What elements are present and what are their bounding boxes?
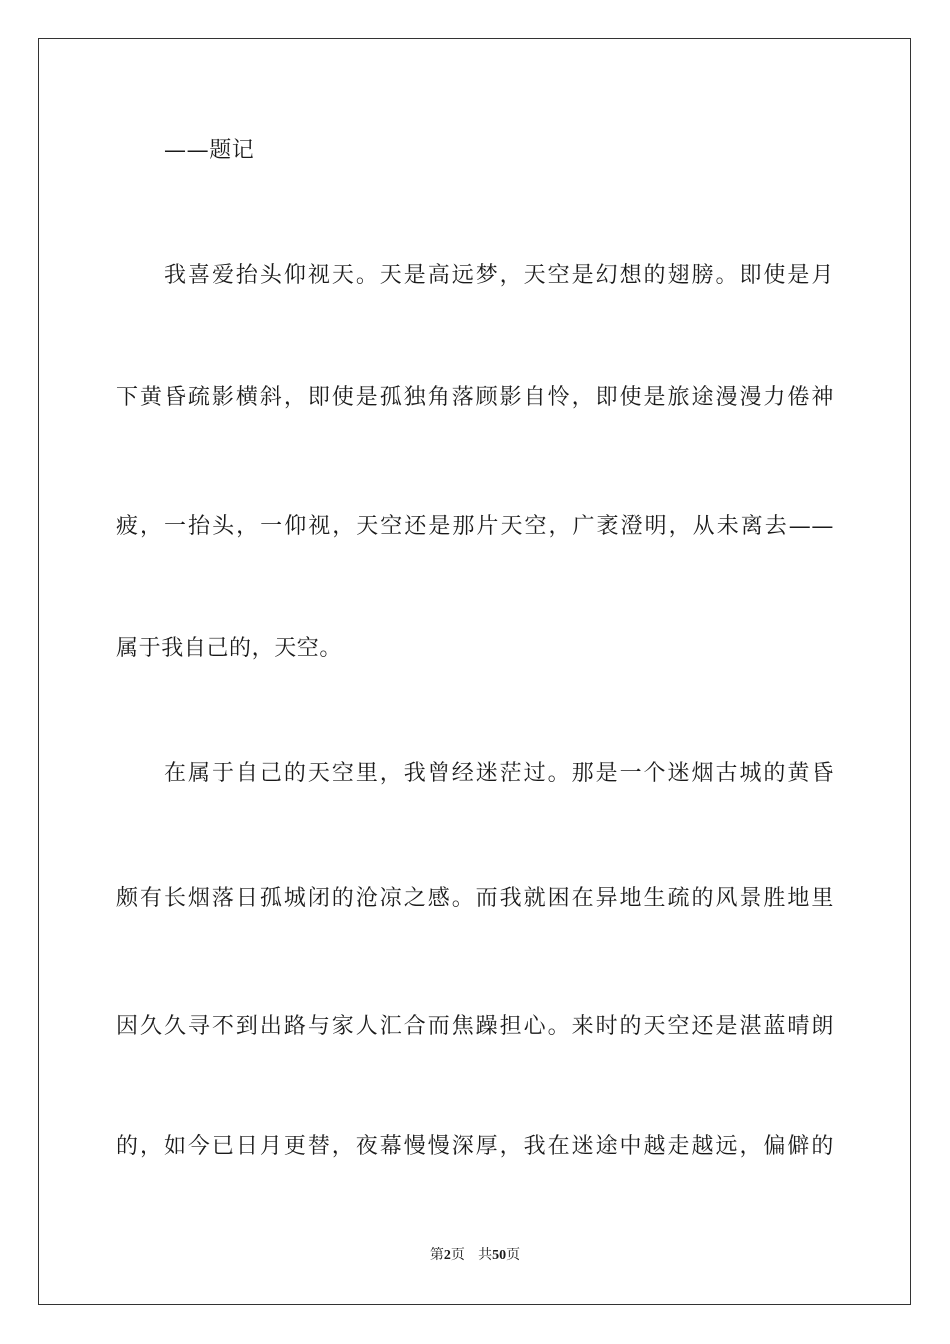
footer-page-unit: 页 (450, 1247, 465, 1263)
paragraph-1-line-1: 我喜爱抬头仰视天。天是高远梦，天空是幻想的翅膀。即使是月 (164, 263, 834, 288)
paragraph-2-line-2: 颇有长烟落日孤城闭的沧凉之感。而我就困在异地生疏的风景胜地里 (116, 886, 834, 911)
current-page-number: 2 (443, 1248, 451, 1263)
paragraph-2-line-4: 的，如今已日月更替，夜幕慢慢深厚，我在迷途中越走越远，偏僻的 (116, 1134, 834, 1159)
epigraph-attribution: ——题记 (164, 138, 255, 163)
total-page-count: 50 (492, 1248, 507, 1263)
footer-total-prefix: 共 (478, 1247, 493, 1263)
footer-prefix: 第 (429, 1247, 444, 1263)
footer-total-unit: 页 (506, 1247, 521, 1263)
page-footer (0, 1246, 950, 1265)
paragraph-1-line-4: 属于我自己的，天空。 (116, 636, 343, 661)
paragraph-1-line-2: 下黄昏疏影横斜，即使是孤独角落顾影自怜，即使是旅途漫漫力倦神 (116, 385, 834, 410)
page-border (38, 38, 911, 1305)
paragraph-1-line-3: 疲，一抬头，一仰视，天空还是那片天空，广袤澄明，从未离去—— (116, 514, 834, 539)
paragraph-2-line-3: 因久久寻不到出路与家人汇合而焦躁担心。来时的天空还是湛蓝晴朗 (116, 1014, 834, 1039)
paragraph-2-line-1: 在属于自己的天空里，我曾经迷茫过。那是一个迷烟古城的黄昏 (164, 761, 834, 786)
